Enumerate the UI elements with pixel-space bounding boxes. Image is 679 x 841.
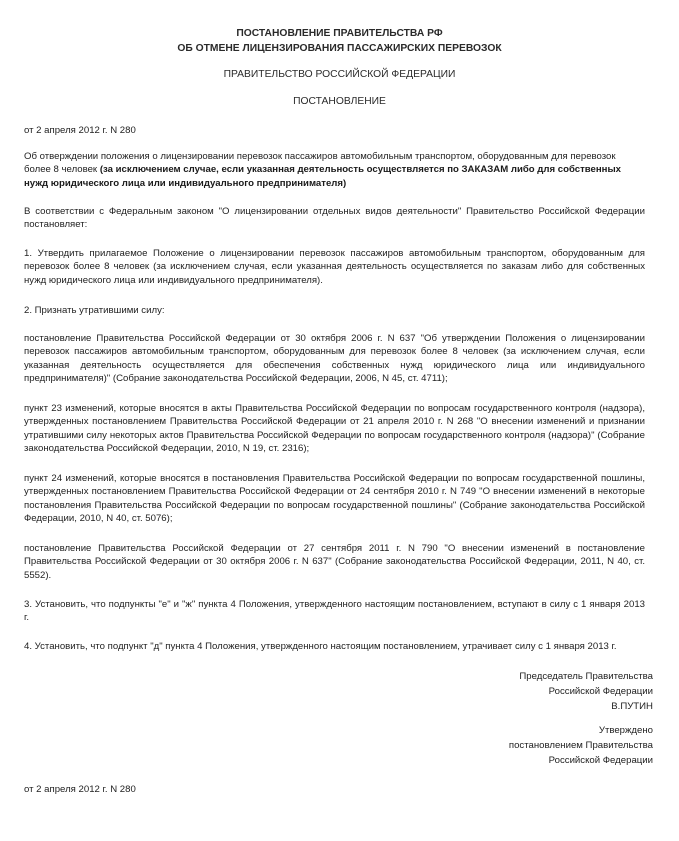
preamble-paragraph: В соответствии с Федеральным законом "О лицензировании отдельных видов деятельности" Правительство Российской Федерации постановляет: [24,206,645,231]
document-type: ПОСТАНОВЛЕНИЕ [293,96,386,107]
document-subject [24,150,645,190]
subject-text: Об отверждении положения о лицензировании перевозок пассажиров автомобильным транспортом, оборудованным для перевозок более 8 человек [24,151,616,176]
approval-block [509,723,653,768]
paragraph-1: 1. Утвердить прилагаемое Положение о лицензировании перевозок пассажиров автомобильным транспортом, оборудованным для перевозок более 8 человек (за исключением случая, если указанная деятельность осуществляется по заказам либо для собственных нужд юридического лица или индивидуального предпринимателя). [24,248,645,286]
document-date-number: от 2 апреля 2012 г. N 280 [24,125,136,136]
repealed-item-4: постановление Правительства Российской Федерации от 27 сентября 2011 г. N 790 "О внесении изменений в постановление Правительства Российской Федерации от 30 октября 2006 г. N 637" (Собрание законодательства Российской Федерации, 2011, N 40, ст. 5552). [24,543,645,581]
issuing-authority: ПРАВИТЕЛЬСТВО РОССИЙСКОЙ ФЕДЕРАЦИИ [223,69,456,80]
repealed-item-3: пункт 24 изменений, которые вносятся в постановления Правительства Российской Федерации по вопросам государственной пошлины, утвержденных постановлением Правительства Российской Федерации от 24 сентября 2010 г. N 749 "О внесении изменений в некоторые постановления Правительства Российской Федерации по вопросам государственной пошлины" (Собрание законодательства Российской Федерации, 2010, N 40, ст. 5076); [24,473,645,525]
approval-by: постановлением Правительства [508,740,653,751]
signature-title: Председатель Правительства [519,671,653,682]
approval-label: Утверждено [598,725,653,736]
document-title-line-1: ПОСТАНОВЛЕНИЕ ПРАВИТЕЛЬСТВА РФ [236,28,443,39]
document-title-line-2: ОБ ОТМЕНЕ ЛИЦЕНЗИРОВАНИЯ ПАССАЖИРСКИХ ПЕРЕВОЗОК [177,43,502,54]
approval-country: Российской Федерации [548,755,653,766]
paragraph-4: 4. Установить, что подпункт "д" пункта 4 Положения, утвержденного настоящим постановлением, утрачивает силу с 1 января 2013 г. [24,641,617,652]
paragraph-2: 2. Признать утратившими силу: [24,305,165,316]
signature-name: В.ПУТИН [611,701,653,712]
repealed-item-1: постановление Правительства Российской Федерации от 30 октября 2006 г. N 637 "Об утверждении Положения о лицензировании перевозок пассажиров автомобильным транспортом, оборудованным для перевозок более 8 человек (за исключением случая, если указанная деятельность осуществляется для обеспечения собственных нужд юридического лица или индивидуального предпринимателя)" (Собрание законодательства Российской Федерации, 2006, N 45, ст. 4711); [24,333,645,385]
footer-date-number: от 2 апреля 2012 г. N 280 [24,784,136,795]
signature-country: Российской Федерации [548,686,653,697]
subject-bold-text: (за исключением случае, если указанная деятельность осуществляется по ЗАКАЗАМ либо для собственных нужд юридического лица или индивидуального предпринимателя) [24,164,622,189]
signature-block [519,669,653,714]
paragraph-3: 3. Установить, что подпункты "е" и "ж" пункта 4 Положения, утвержденного настоящим постановлением, вступают в силу с 1 января 2013 г. [24,599,645,624]
repealed-item-2: пункт 23 изменений, которые вносятся в акты Правительства Российской Федерации по вопросам государственного контроля (надзора), утвержденных постановлением Правительства Российской Федерации от 21 апреля 2010 г. N 268 "О внесении изменений и признании утратившими силу некоторых актов Правительства Российской Федерации по вопросам государственного контроля (надзора)" (Собрание законодательства Российской Федерации, 2010, N 19, ст. 2316); [24,403,645,455]
